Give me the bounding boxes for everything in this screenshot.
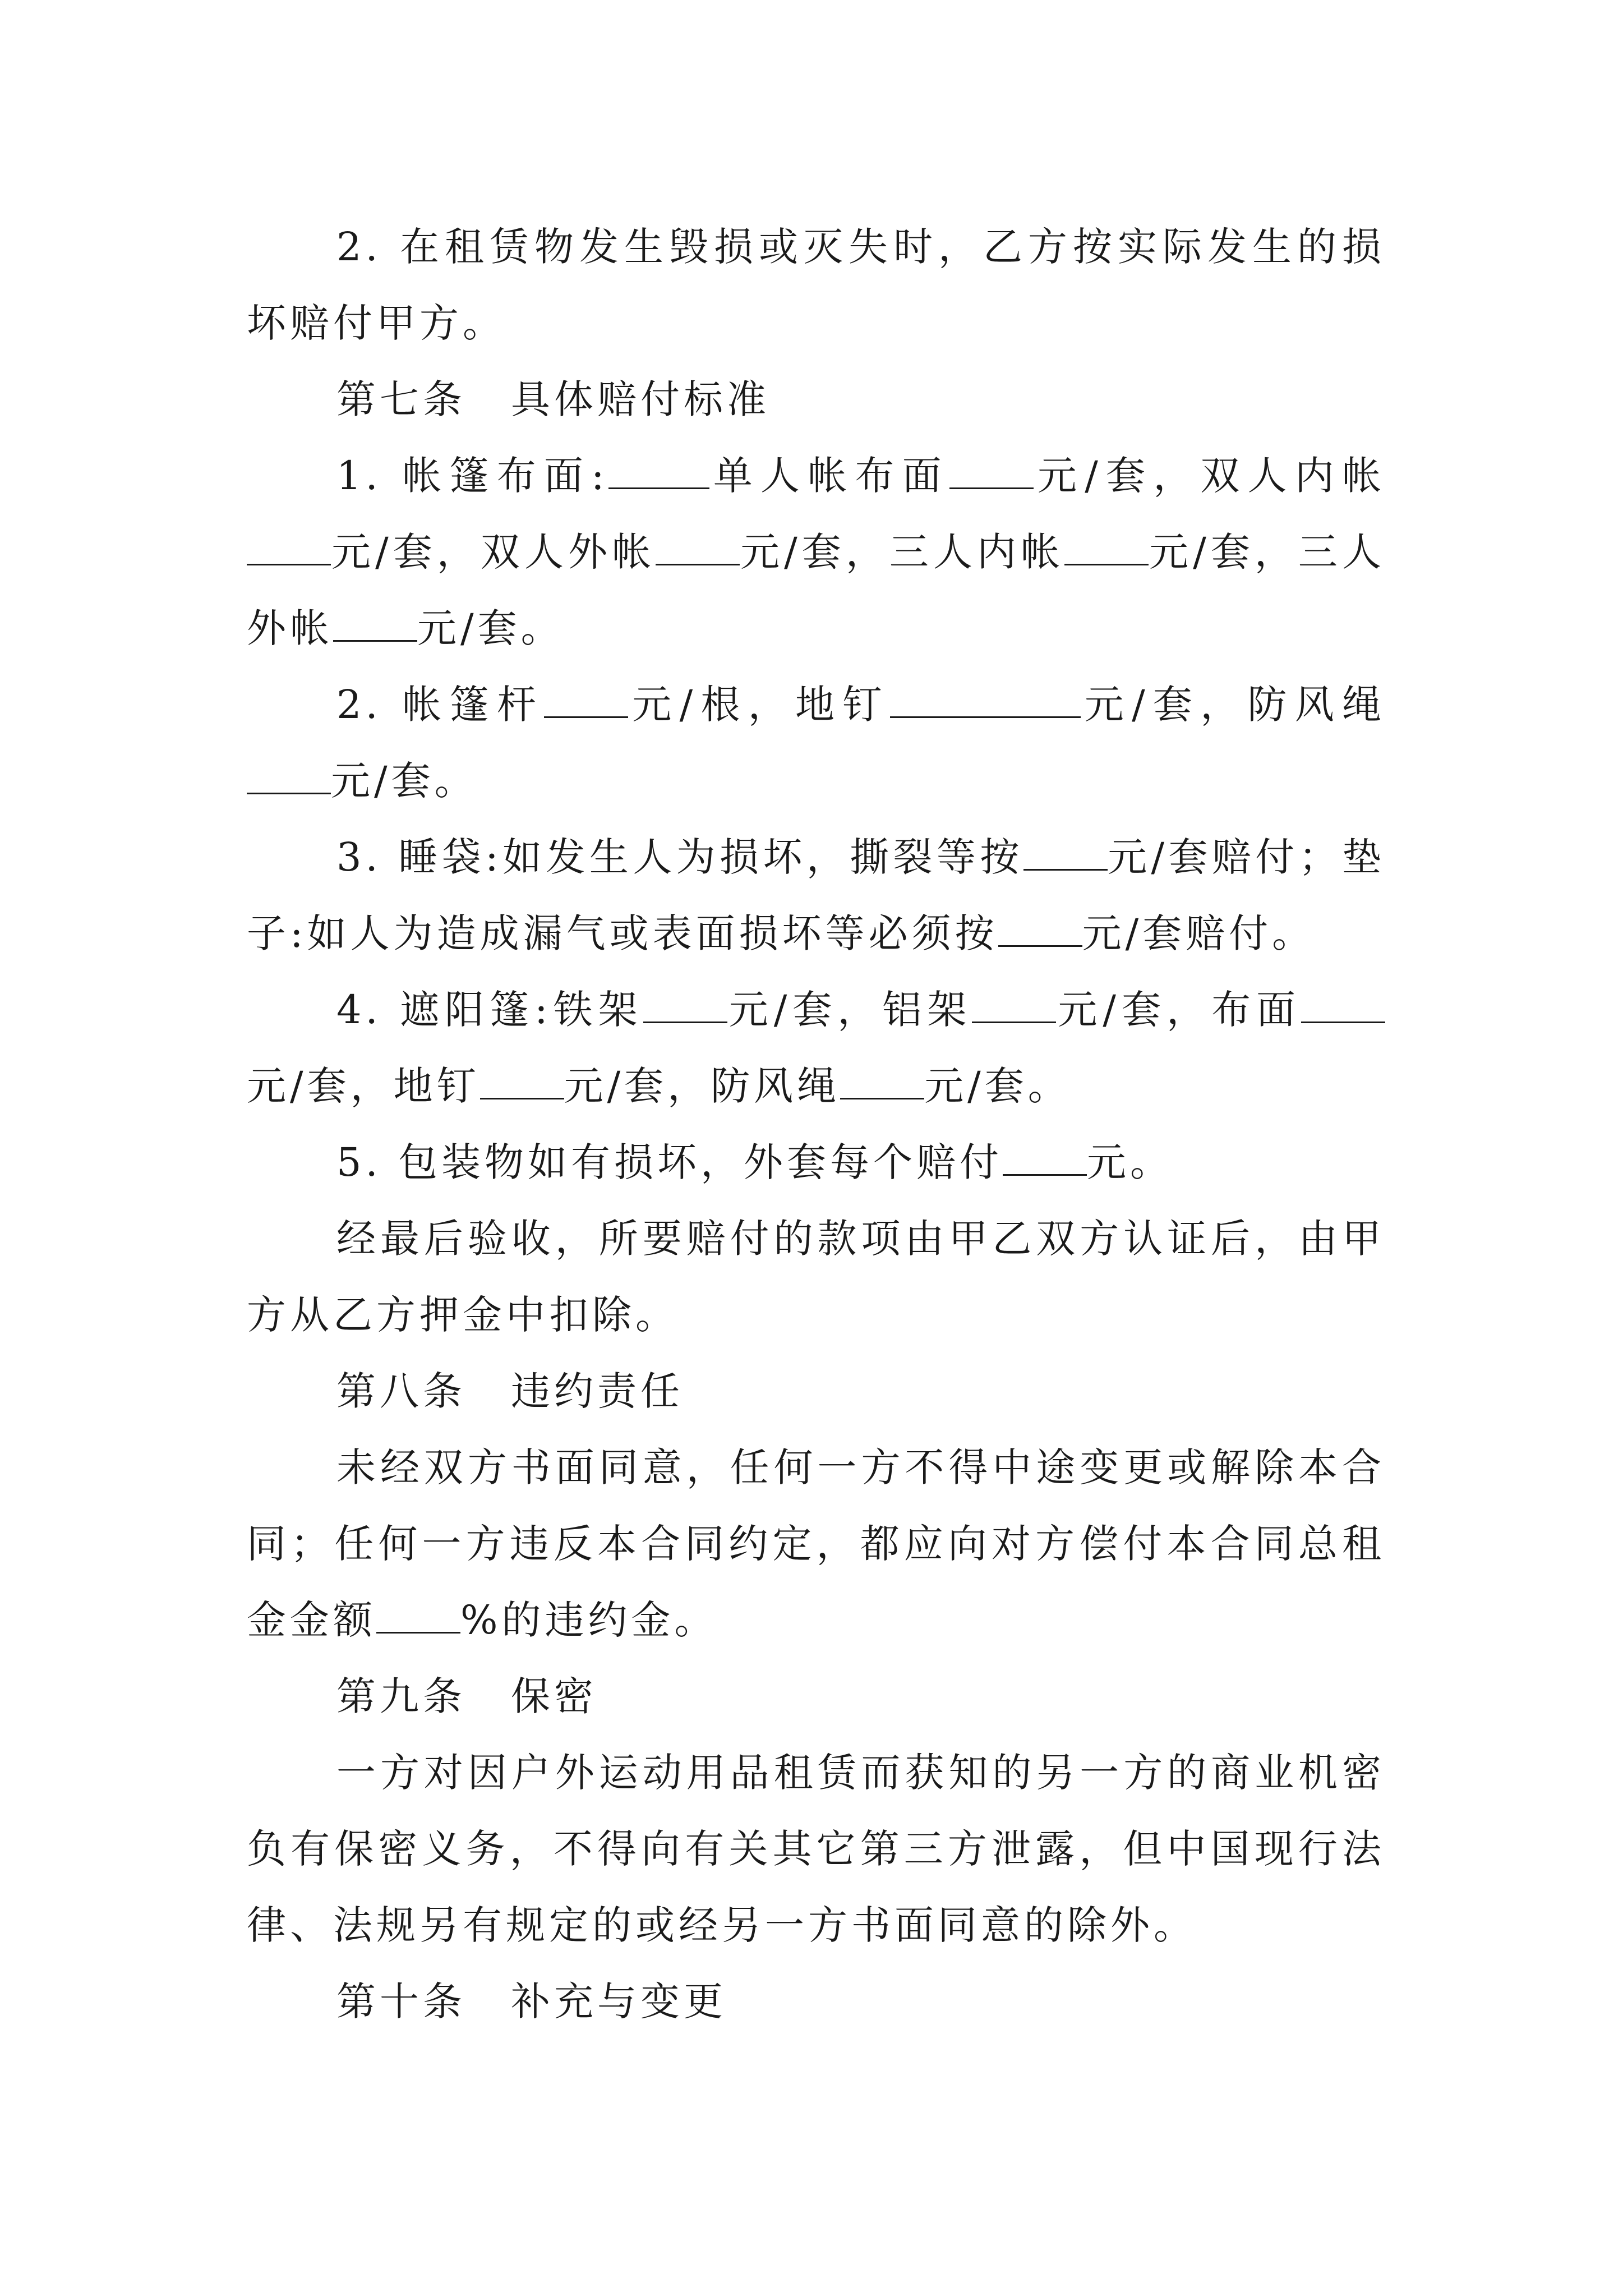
article-number: 第九条 — [336, 1673, 466, 1719]
text-run: 4. 遮阳篷:铁架 — [336, 987, 643, 1033]
fill-blank[interactable] — [840, 1061, 924, 1100]
article-heading — [247, 361, 1385, 438]
clause-paragraph — [247, 1124, 1385, 1200]
article-heading — [247, 1353, 1385, 1429]
clause-paragraph — [247, 666, 1385, 819]
fill-blank[interactable] — [376, 1595, 460, 1634]
clause-paragraph — [247, 972, 1385, 1124]
article-heading — [247, 1658, 1385, 1734]
text-run: 元/套。 — [417, 605, 564, 651]
fill-blank[interactable] — [972, 984, 1056, 1024]
text-run: 2. 帐篷杆 — [336, 682, 545, 728]
article-title: 补充与变更 — [511, 1978, 727, 2024]
clause-paragraph: 一方对因户外运动用品租赁而获知的另一方的商业机密负有保密义务，不得向有关其它第三方泄露，但中国现行法律、法规另有规定的或经另一方书面同意的除外。 — [247, 1750, 1385, 1948]
text-run: 元/套赔付；垫子:如人为造成漏气或表面损坏等必须按 — [247, 834, 1385, 956]
text-run: 单人帐布面 — [709, 453, 949, 499]
fill-blank[interactable] — [998, 908, 1082, 947]
text-run: 元/套，布面 — [1056, 987, 1301, 1033]
article-heading — [247, 1963, 1385, 2040]
fill-blank[interactable] — [247, 527, 331, 566]
text-run: 元/套，铝架 — [727, 987, 972, 1033]
text-run: 元/套，双人内帐 — [1033, 453, 1386, 499]
text-run: 元/套，地钉 — [247, 1063, 480, 1109]
fill-blank[interactable] — [1003, 1137, 1087, 1176]
text-run: 元/套，防风绳 — [1080, 682, 1385, 728]
article-title: 具体赔付标准 — [511, 376, 770, 422]
clause-paragraph — [247, 819, 1385, 972]
fill-blank[interactable] — [544, 679, 628, 719]
clause-paragraph: 2. 在租赁物发生毁损或灭失时，乙方按实际发生的损坏赔付甲方。 — [247, 224, 1385, 346]
fill-blank[interactable] — [480, 1061, 564, 1100]
text-run: 元/套。 — [331, 758, 478, 804]
text-run: 5. 包装物如有损坏，外套每个赔付 — [336, 1139, 1003, 1185]
text-run: 元/套，三人外帐 — [247, 529, 1385, 651]
fill-blank[interactable] — [333, 603, 417, 642]
fill-blank[interactable] — [643, 984, 727, 1024]
text-run: 元/根，地钉 — [628, 682, 890, 728]
article-title: 违约责任 — [511, 1368, 684, 1414]
fill-blank[interactable] — [1023, 832, 1108, 871]
text-run: 元/套，三人内帐 — [740, 529, 1065, 575]
text-run: 1. 帐篷布面: — [336, 453, 608, 499]
fill-blank[interactable] — [890, 679, 1081, 719]
fill-blank[interactable] — [656, 527, 740, 566]
text-run: 元。 — [1087, 1139, 1174, 1185]
article-title: 保密 — [511, 1673, 597, 1719]
fill-blank[interactable] — [608, 450, 709, 490]
text-run: 未经双方书面同意，任何一方不得中途变更或解除本合同；任何一方违反本合同约定，都应向对方偿付本合同总租金金额 — [247, 1444, 1385, 1643]
text-run: 元/套，双人外帐 — [331, 529, 656, 575]
clause-paragraph — [247, 1429, 1385, 1658]
text-run: 3. 睡袋:如发生人为损坏，撕裂等按 — [336, 834, 1023, 880]
document-page — [247, 209, 1385, 2040]
text-run: %的违约金。 — [460, 1597, 718, 1643]
clause-paragraph: 经最后验收，所要赔付的款项由甲乙双方认证后，由甲方从乙方押金中扣除。 — [247, 1216, 1385, 1338]
clause-paragraph — [247, 438, 1385, 666]
fill-blank[interactable] — [1301, 984, 1385, 1024]
text-run: 元/套赔付。 — [1082, 910, 1316, 956]
text-run: 元/套，防风绳 — [564, 1063, 841, 1109]
text-run: 元/套。 — [924, 1063, 1071, 1109]
article-number: 第十条 — [336, 1978, 466, 2024]
fill-blank[interactable] — [949, 450, 1034, 490]
fill-blank[interactable] — [247, 756, 331, 795]
article-number: 第八条 — [336, 1368, 466, 1414]
article-number: 第七条 — [336, 376, 466, 422]
fill-blank[interactable] — [1064, 527, 1149, 566]
